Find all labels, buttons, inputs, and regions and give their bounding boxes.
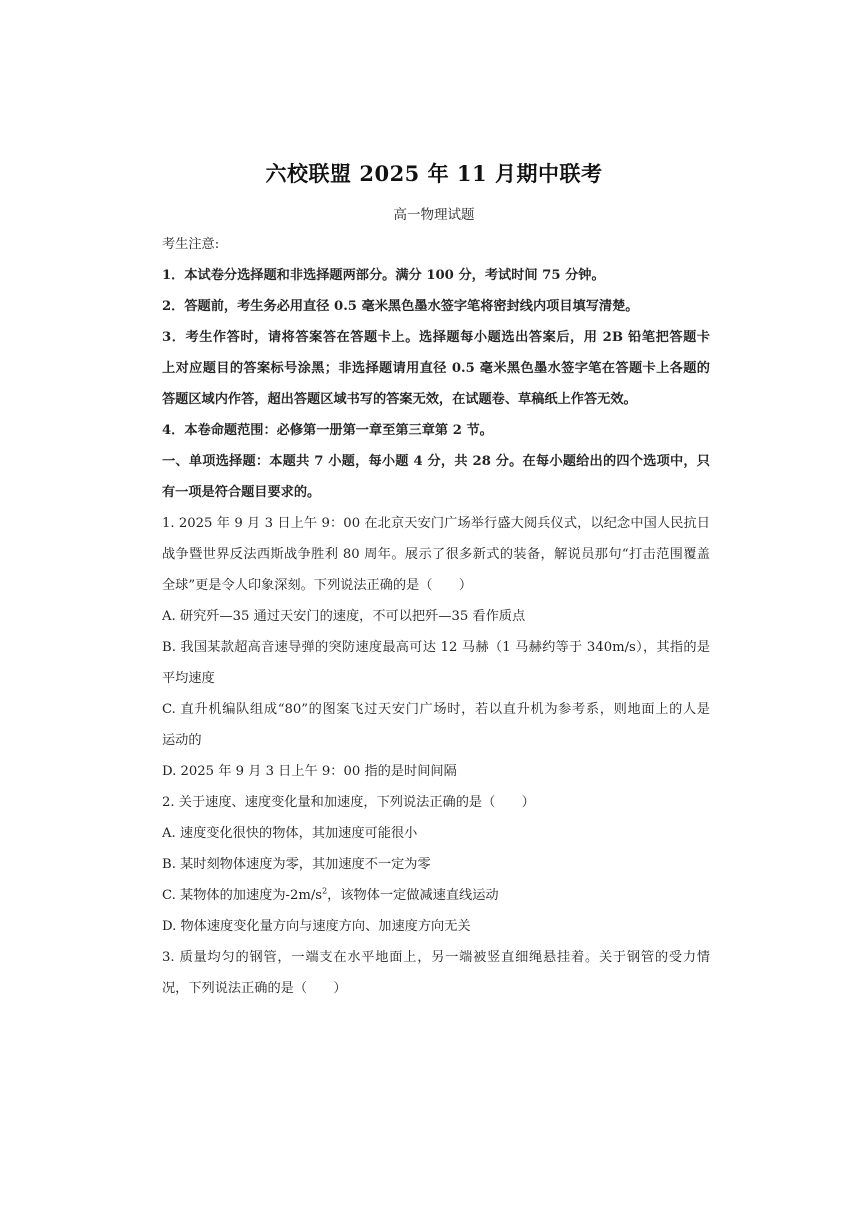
notice-heading: 考生注意:	[162, 237, 220, 252]
q2-option-a: A. 速度变化很快的物体，其加速度可能很小	[162, 826, 418, 841]
q1-option-c-line2: 运动的	[162, 733, 202, 748]
q2-option-c	[162, 880, 710, 911]
exam-content	[162, 229, 710, 1004]
notice-item-4: 4．本卷命题范围：必修第一册第一章至第三章第 2 节。	[162, 423, 493, 438]
q1-option-d: D. 2025 年 9 月 3 日上午 9：00 指的是时间间隔	[162, 764, 457, 779]
q3-stem-line2: 况，下列说法正确的是（ ）	[162, 981, 347, 996]
exam-title: 六校联盟 2025 年 11 月期中联考	[265, 161, 603, 186]
q1-stem-line3: 全球”更是令人印象深刻。下列说法正确的是（ ）	[162, 578, 473, 593]
q1-option-b-line2: 平均速度	[162, 671, 215, 686]
q1-stem-line1: 1. 2025 年 9 月 3 日上午 9：00 在北京天安门广场举行盛大阅兵仪式，以纪念中国人民抗日	[162, 516, 710, 531]
q1-option-b-line1: B. 我国某款超高音速导弹的突防速度最高可达 12 马赫（1 马赫约等于 340m/s），其指的是	[162, 640, 710, 655]
notice-item-3-line3: 答题区域内作答，超出答题区域书写的答案无效，在试题卷、草稿纸上作答无效。	[162, 392, 637, 407]
q1-stem-line2: 战争暨世界反法西斯战争胜利 80 周年。展示了很多新式的装备，解说员那句“打击范围覆盖	[162, 547, 710, 562]
exam-subtitle: 高一物理试题	[393, 207, 475, 223]
q1-option-a: A. 研究歼—35 通过天安门的速度，不可以把歼—35 看作质点	[162, 609, 526, 624]
notice-item-3-line1: 3．考生作答时，请将答案答在答题卡上。选择题每小题选出答案后，用 2B 铅笔把答题卡	[162, 330, 710, 345]
q2-option-c-prefix: C. 某物体的加速度为-2m/s	[162, 888, 323, 903]
q2-stem: 2. 关于速度、速度变化量和加速度，下列说法正确的是（ ）	[162, 795, 535, 810]
notice-item-2: 2．答题前，考生务必用直径 0.5 毫米黑色墨水签字笔将密封线内项目填写清楚。	[162, 299, 639, 314]
section-heading-line1: 一、单项选择题：本题共 7 小题，每小题 4 分，共 28 分。在每小题给出的四个选项中，只	[162, 454, 710, 469]
notice-item-1: 1．本试卷分选择题和非选择题两部分。满分 100 分，考试时间 75 分钟。	[162, 268, 605, 283]
notice-item-3-line2: 上对应题目的答案标号涂黑；非选择题请用直径 0.5 毫米黑色墨水签字笔在答题卡上各题的	[162, 361, 710, 376]
q3-stem-line1: 3. 质量均匀的钢管，一端支在水平地面上，另一端被竖直细绳悬挂着。关于钢管的受力情	[162, 950, 710, 965]
q2-option-c-suffix: ，该物体一定做减速直线运动	[327, 888, 499, 903]
q2-option-b: B. 某时刻物体速度为零，其加速度不一定为零	[162, 857, 431, 872]
q1-option-c-line1: C. 直升机编队组成“80”的图案飞过天安门广场时，若以直升机为参考系，则地面上的人是	[162, 702, 710, 717]
section-heading-line2: 有一项是符合题目要求的。	[162, 485, 321, 500]
q2-option-d: D. 物体速度变化量方向与速度方向、加速度方向无关	[162, 919, 471, 934]
q2-option-c-exponent: 2	[322, 886, 328, 896]
